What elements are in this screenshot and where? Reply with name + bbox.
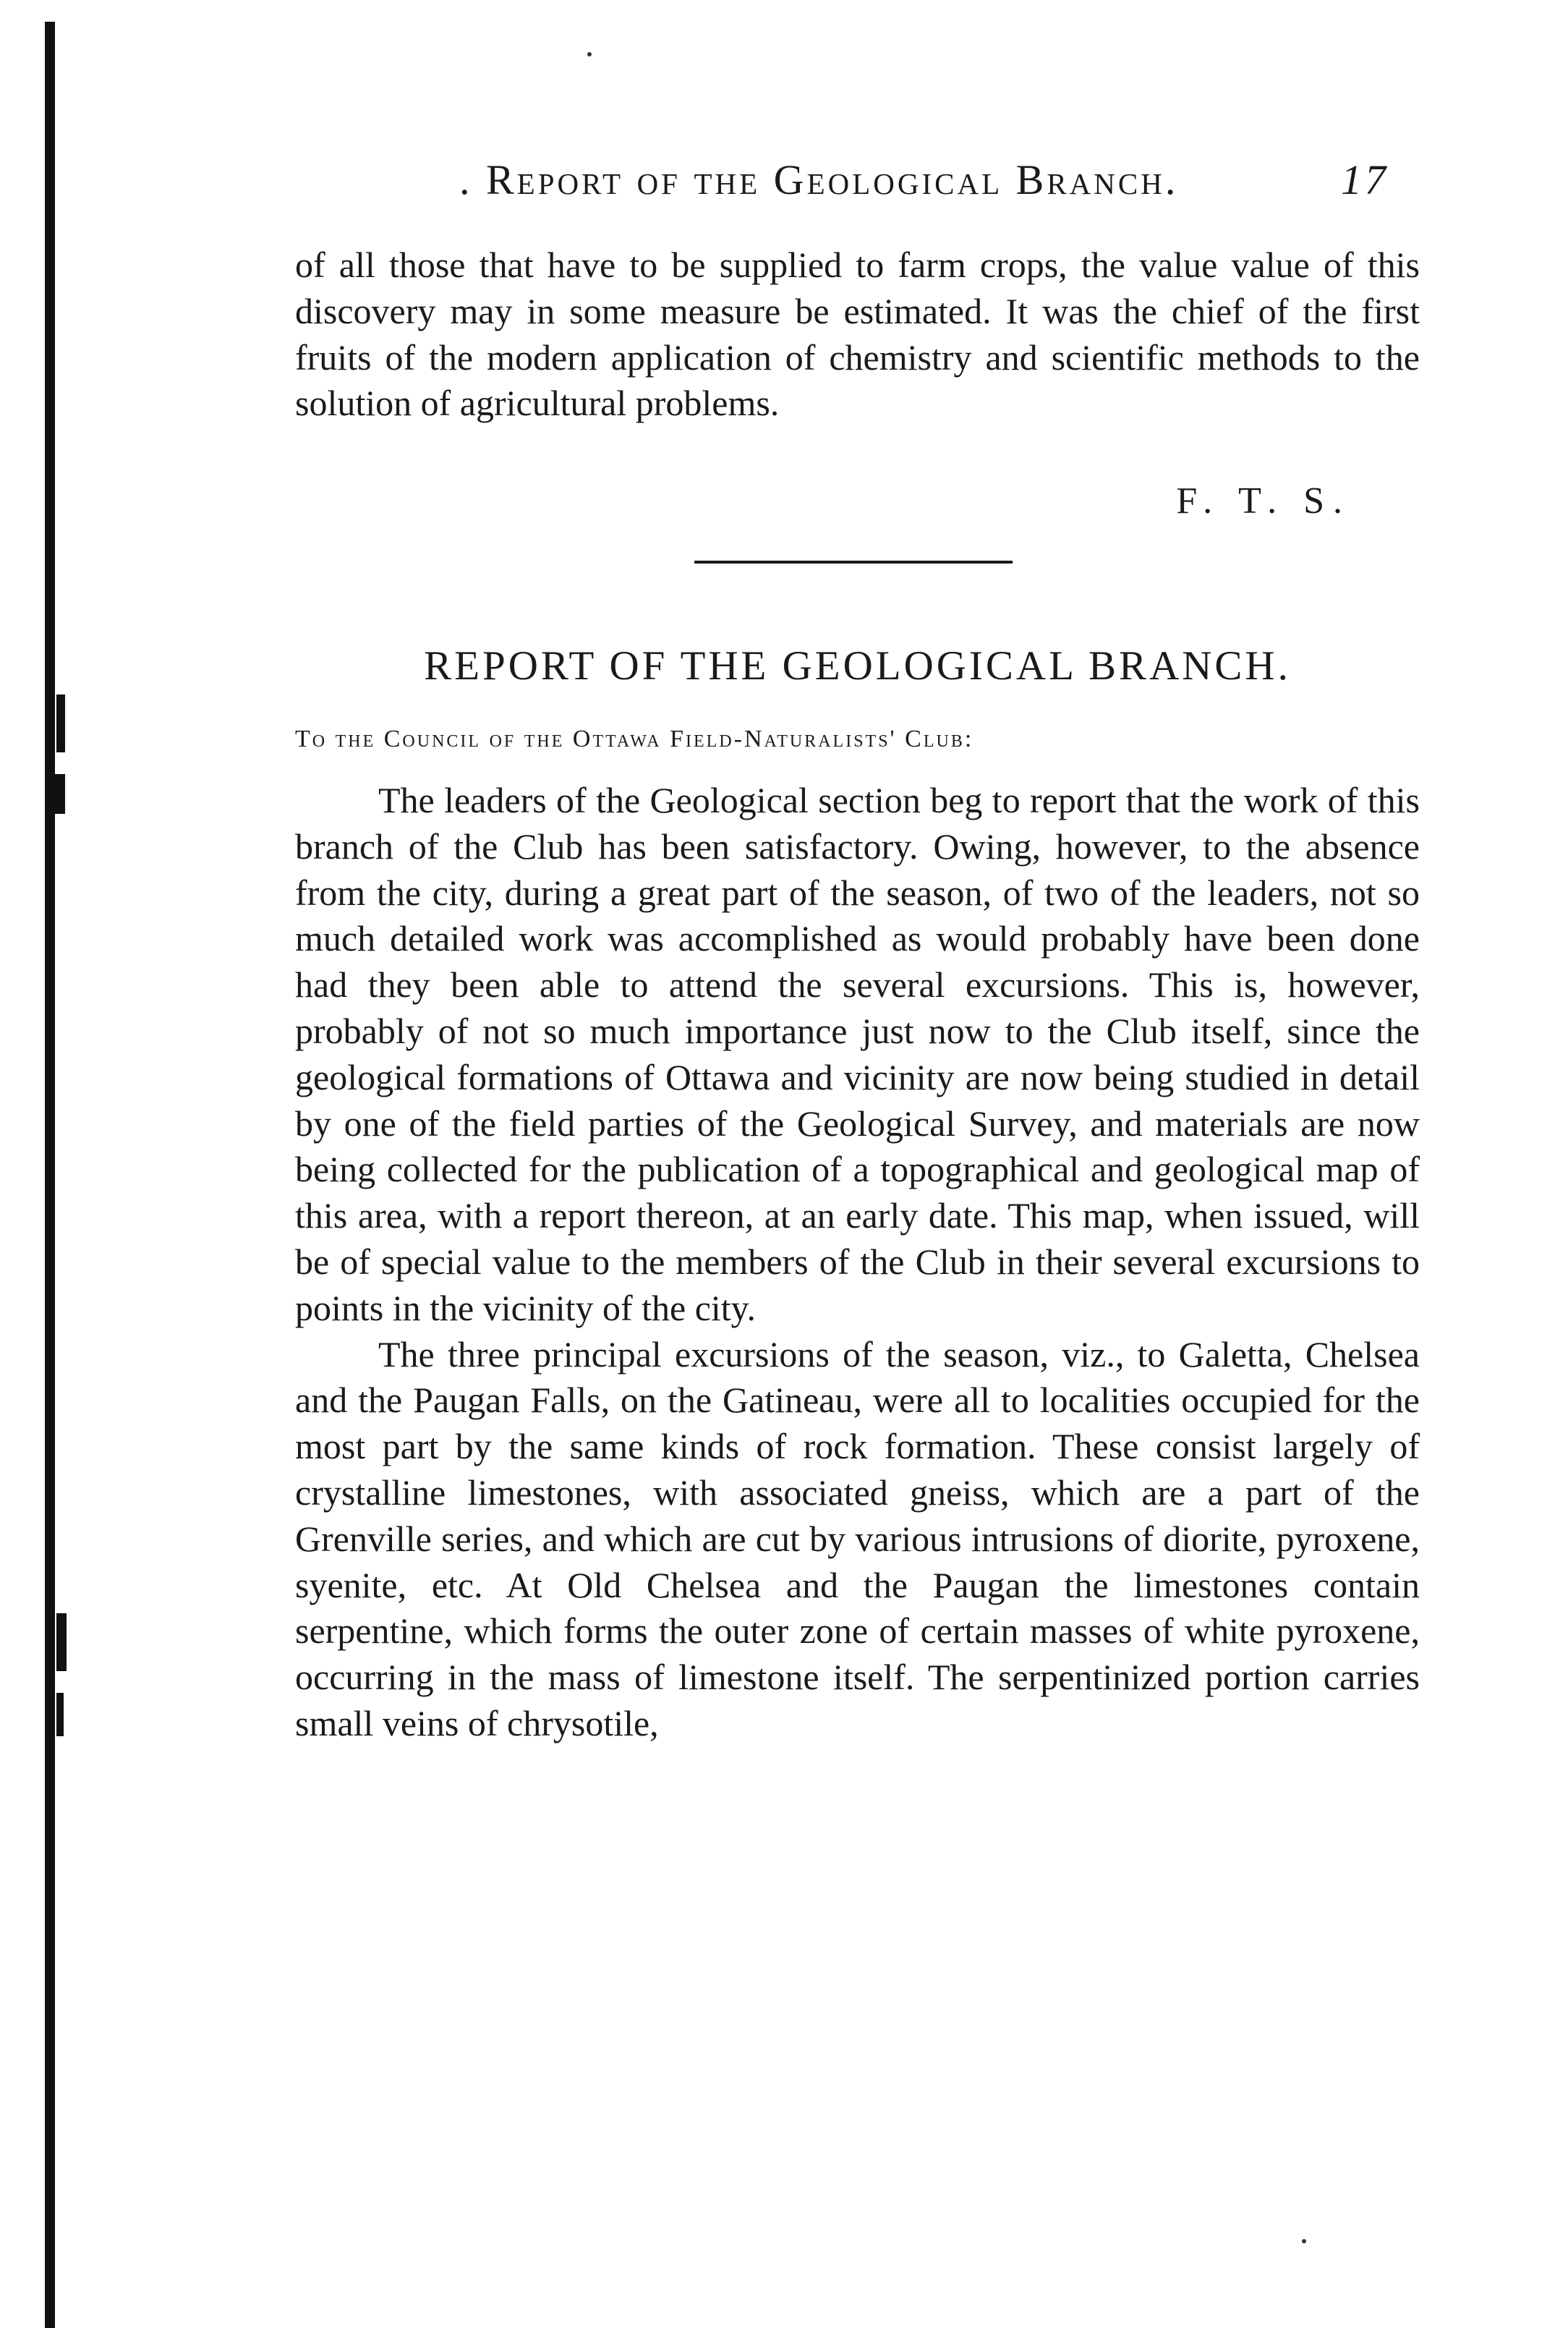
binding-mark: [56, 1613, 67, 1671]
author-initials: F. T. S.: [1176, 480, 1351, 522]
salutation: To the Council of the Ottawa Field-Naturalists' Club:: [295, 726, 974, 752]
running-head: [289, 156, 1396, 213]
body-paragraph: The leaders of the Geological section beg to report that the work of this branch of the Club has been satisfactory. Owing, however, to the absence from the city, during a great part of the season, of two of the leaders, not so much detailed work was accomplished as would probably have been done had they been able to attend the several excursions. This is, however, probably of not so much importance just now to the Club itself, since the geological formations of Ottawa and vicinity are now being studied in detail by one of the field parties of the Geological Survey, and materials are now being collected for the publication of a topographical and geological map of this area, with a report thereon, at an early date. This map, when issued, will be of special value to the members of the Club in their several excursions to points in the vicinity of the city.: [295, 780, 1420, 1328]
binding-mark: [56, 694, 65, 752]
section-divider: [694, 561, 1013, 564]
binding-mark: [56, 1693, 64, 1736]
section-heading: REPORT OF THE GEOLOGICAL BRANCH.: [424, 643, 1291, 689]
page-number: 17: [1341, 156, 1389, 203]
running-head-title: . Report of the Geological Branch.: [459, 156, 1179, 203]
report-body: [295, 778, 1420, 1747]
page-speck: [1302, 2239, 1306, 2243]
page-binding-edge: [45, 22, 55, 2328]
body-paragraph: The three principal excursions of the season, viz., to Galetta, Chelsea and the Paugan Falls, on the Gatineau, were all to localities occupied for the most part by the same kinds of rock formation. These consist largely of crystalline limestones, with associated gneiss, which are a part of the Grenville series, and which are cut by various intrusions of diorite, pyroxene, syenite, etc. At Old Chelsea and the Paugan the limestones contain serpentine, which forms the outer zone of certain masses of white pyroxene, occurring in the mass of limestone itself. The serpentinized portion carries small veins of chrysotile,: [295, 1333, 1420, 1743]
page-speck: [587, 52, 592, 56]
carryover-paragraph: of all those that have to be supplied to farm crops, the value value of this discovery may in some measure be estimated. It was the chief of the first fruits of the modern application of chemistry and scientific methods to the solution of agricultural problems.: [295, 245, 1420, 424]
binding-mark: [55, 774, 65, 814]
